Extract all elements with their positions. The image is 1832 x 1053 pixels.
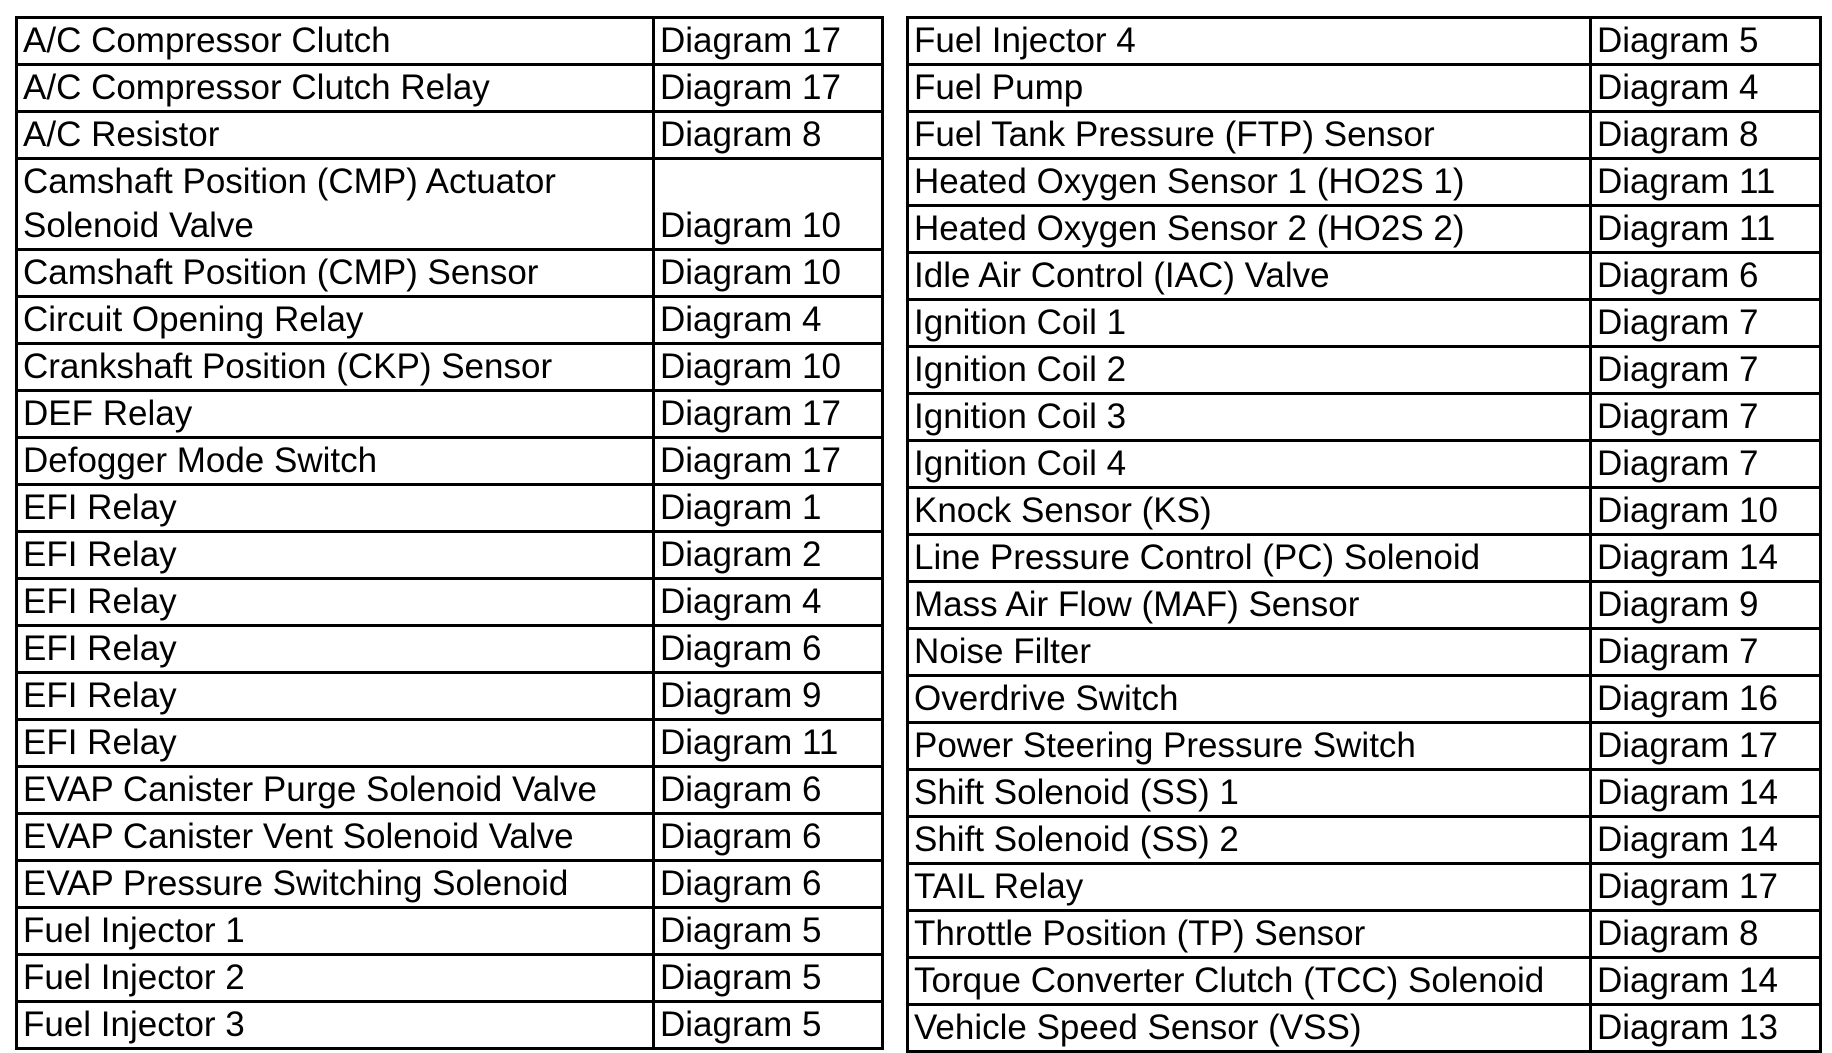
diagram-cell: Diagram 17 <box>654 438 883 485</box>
component-cell: Ignition Coil 2 <box>908 347 1591 394</box>
diagram-cell: Diagram 14 <box>1591 817 1821 864</box>
diagram-cell: Diagram 17 <box>654 391 883 438</box>
component-cell: Shift Solenoid (SS) 1 <box>908 770 1591 817</box>
component-cell: Vehicle Speed Sensor (VSS) <box>908 1005 1591 1052</box>
table-row <box>908 817 1821 864</box>
table-row <box>908 535 1821 582</box>
diagram-cell: Diagram 4 <box>654 297 883 344</box>
diagram-cell: Diagram 8 <box>1591 911 1821 958</box>
table-row <box>908 1005 1821 1052</box>
diagram-cell: Diagram 14 <box>1591 535 1821 582</box>
component-cell: Overdrive Switch <box>908 676 1591 723</box>
component-table-left <box>15 16 884 1050</box>
table-row <box>17 438 883 485</box>
diagram-cell: Diagram 14 <box>1591 770 1821 817</box>
component-cell: Ignition Coil 3 <box>908 394 1591 441</box>
diagram-cell: Diagram 6 <box>654 861 883 908</box>
component-cell: Throttle Position (TP) Sensor <box>908 911 1591 958</box>
table-row <box>17 814 883 861</box>
diagram-cell: Diagram 8 <box>1591 112 1821 159</box>
diagram-cell: Diagram 6 <box>654 814 883 861</box>
diagram-cell: Diagram 17 <box>654 18 883 65</box>
component-cell: EFI Relay <box>17 532 654 579</box>
table-row <box>17 297 883 344</box>
table-row <box>17 18 883 65</box>
table-row <box>17 532 883 579</box>
component-cell: A/C Compressor Clutch <box>17 18 654 65</box>
component-cell: Fuel Injector 4 <box>908 18 1591 65</box>
table-row <box>908 723 1821 770</box>
component-cell: EFI Relay <box>17 579 654 626</box>
component-cell: Defogger Mode Switch <box>17 438 654 485</box>
diagram-cell: Diagram 10 <box>1591 488 1821 535</box>
diagram-cell: Diagram 4 <box>654 579 883 626</box>
table-row <box>17 720 883 767</box>
diagram-cell: Diagram 11 <box>1591 206 1821 253</box>
table-row <box>908 958 1821 1005</box>
table-row <box>908 629 1821 676</box>
diagram-cell: Diagram 17 <box>1591 723 1821 770</box>
component-cell: EFI Relay <box>17 626 654 673</box>
table-row <box>908 300 1821 347</box>
table-row <box>17 65 883 112</box>
component-cell: Ignition Coil 1 <box>908 300 1591 347</box>
component-cell: EFI Relay <box>17 720 654 767</box>
table-row <box>17 1002 883 1049</box>
table-row <box>17 112 883 159</box>
table-row <box>908 441 1821 488</box>
diagram-cell: Diagram 7 <box>1591 629 1821 676</box>
table-row <box>17 673 883 720</box>
table-row <box>17 250 883 297</box>
diagram-cell: Diagram 5 <box>1591 18 1821 65</box>
diagram-cell: Diagram 6 <box>654 626 883 673</box>
component-cell: TAIL Relay <box>908 864 1591 911</box>
table-row <box>908 347 1821 394</box>
table-row <box>908 18 1821 65</box>
diagram-cell: Diagram 11 <box>1591 159 1821 206</box>
component-cell: Line Pressure Control (PC) Solenoid <box>908 535 1591 582</box>
component-cell: Torque Converter Clutch (TCC) Solenoid <box>908 958 1591 1005</box>
table-row <box>908 253 1821 300</box>
diagram-cell: Diagram 1 <box>654 485 883 532</box>
diagram-cell: Diagram 14 <box>1591 958 1821 1005</box>
table-row <box>908 394 1821 441</box>
component-cell: Heated Oxygen Sensor 1 (HO2S 1) <box>908 159 1591 206</box>
table-row <box>17 955 883 1002</box>
diagram-cell: Diagram 2 <box>654 532 883 579</box>
diagram-cell: Diagram 7 <box>1591 394 1821 441</box>
component-cell: Noise Filter <box>908 629 1591 676</box>
component-cell: Camshaft Position (CMP) Sensor <box>17 250 654 297</box>
component-cell: Heated Oxygen Sensor 2 (HO2S 2) <box>908 206 1591 253</box>
table-row <box>908 112 1821 159</box>
diagram-cell: Diagram 16 <box>1591 676 1821 723</box>
component-cell: EFI Relay <box>17 673 654 720</box>
component-cell: Crankshaft Position (CKP) Sensor <box>17 344 654 391</box>
table-row <box>908 864 1821 911</box>
table-row <box>17 908 883 955</box>
component-cell: DEF Relay <box>17 391 654 438</box>
table-row <box>908 488 1821 535</box>
diagram-cell: Diagram 9 <box>1591 582 1821 629</box>
diagram-cell: Diagram 5 <box>654 908 883 955</box>
table-row <box>908 159 1821 206</box>
diagram-cell: Diagram 7 <box>1591 347 1821 394</box>
component-cell: Knock Sensor (KS) <box>908 488 1591 535</box>
table-row <box>17 861 883 908</box>
component-cell: Circuit Opening Relay <box>17 297 654 344</box>
table-row <box>17 626 883 673</box>
component-cell: Idle Air Control (IAC) Valve <box>908 253 1591 300</box>
component-cell: Fuel Pump <box>908 65 1591 112</box>
diagram-cell: Diagram 6 <box>1591 253 1821 300</box>
table-row <box>17 485 883 532</box>
component-cell: Fuel Tank Pressure (FTP) Sensor <box>908 112 1591 159</box>
table-row <box>17 579 883 626</box>
diagram-cell: Diagram 4 <box>1591 65 1821 112</box>
component-cell: Fuel Injector 1 <box>17 908 654 955</box>
table-row <box>908 676 1821 723</box>
diagram-cell: Diagram 17 <box>1591 864 1821 911</box>
component-cell: EVAP Canister Purge Solenoid Valve <box>17 767 654 814</box>
component-cell: EVAP Canister Vent Solenoid Valve <box>17 814 654 861</box>
table-row <box>908 206 1821 253</box>
diagram-cell: Diagram 5 <box>654 1002 883 1049</box>
diagram-cell: Diagram 8 <box>654 112 883 159</box>
diagram-cell: Diagram 9 <box>654 673 883 720</box>
diagram-cell: Diagram 11 <box>654 720 883 767</box>
component-cell: Fuel Injector 2 <box>17 955 654 1002</box>
diagram-cell: Diagram 5 <box>654 955 883 1002</box>
component-cell: Shift Solenoid (SS) 2 <box>908 817 1591 864</box>
component-cell: Fuel Injector 3 <box>17 1002 654 1049</box>
table-row <box>908 65 1821 112</box>
diagram-cell: Diagram 7 <box>1591 300 1821 347</box>
component-cell: Power Steering Pressure Switch <box>908 723 1591 770</box>
table-row <box>908 582 1821 629</box>
table-row <box>17 767 883 814</box>
component-cell: EFI Relay <box>17 485 654 532</box>
component-cell: Camshaft Position (CMP) Actuator Solenoid Valve <box>17 159 654 250</box>
diagram-cell: Diagram 17 <box>654 65 883 112</box>
table-row <box>908 770 1821 817</box>
component-cell: Ignition Coil 4 <box>908 441 1591 488</box>
diagram-cell: Diagram 13 <box>1591 1005 1821 1052</box>
diagram-cell: Diagram 10 <box>654 344 883 391</box>
component-cell: A/C Resistor <box>17 112 654 159</box>
component-cell: EVAP Pressure Switching Solenoid <box>17 861 654 908</box>
table-row <box>17 391 883 438</box>
component-cell: Mass Air Flow (MAF) Sensor <box>908 582 1591 629</box>
diagram-cell: Diagram 6 <box>654 767 883 814</box>
diagram-cell: Diagram 7 <box>1591 441 1821 488</box>
component-cell: A/C Compressor Clutch Relay <box>17 65 654 112</box>
diagram-cell: Diagram 10 <box>654 159 883 250</box>
diagram-cell: Diagram 10 <box>654 250 883 297</box>
table-row <box>17 344 883 391</box>
table-row <box>17 159 883 250</box>
table-row <box>908 911 1821 958</box>
component-table-right <box>906 16 1822 1053</box>
